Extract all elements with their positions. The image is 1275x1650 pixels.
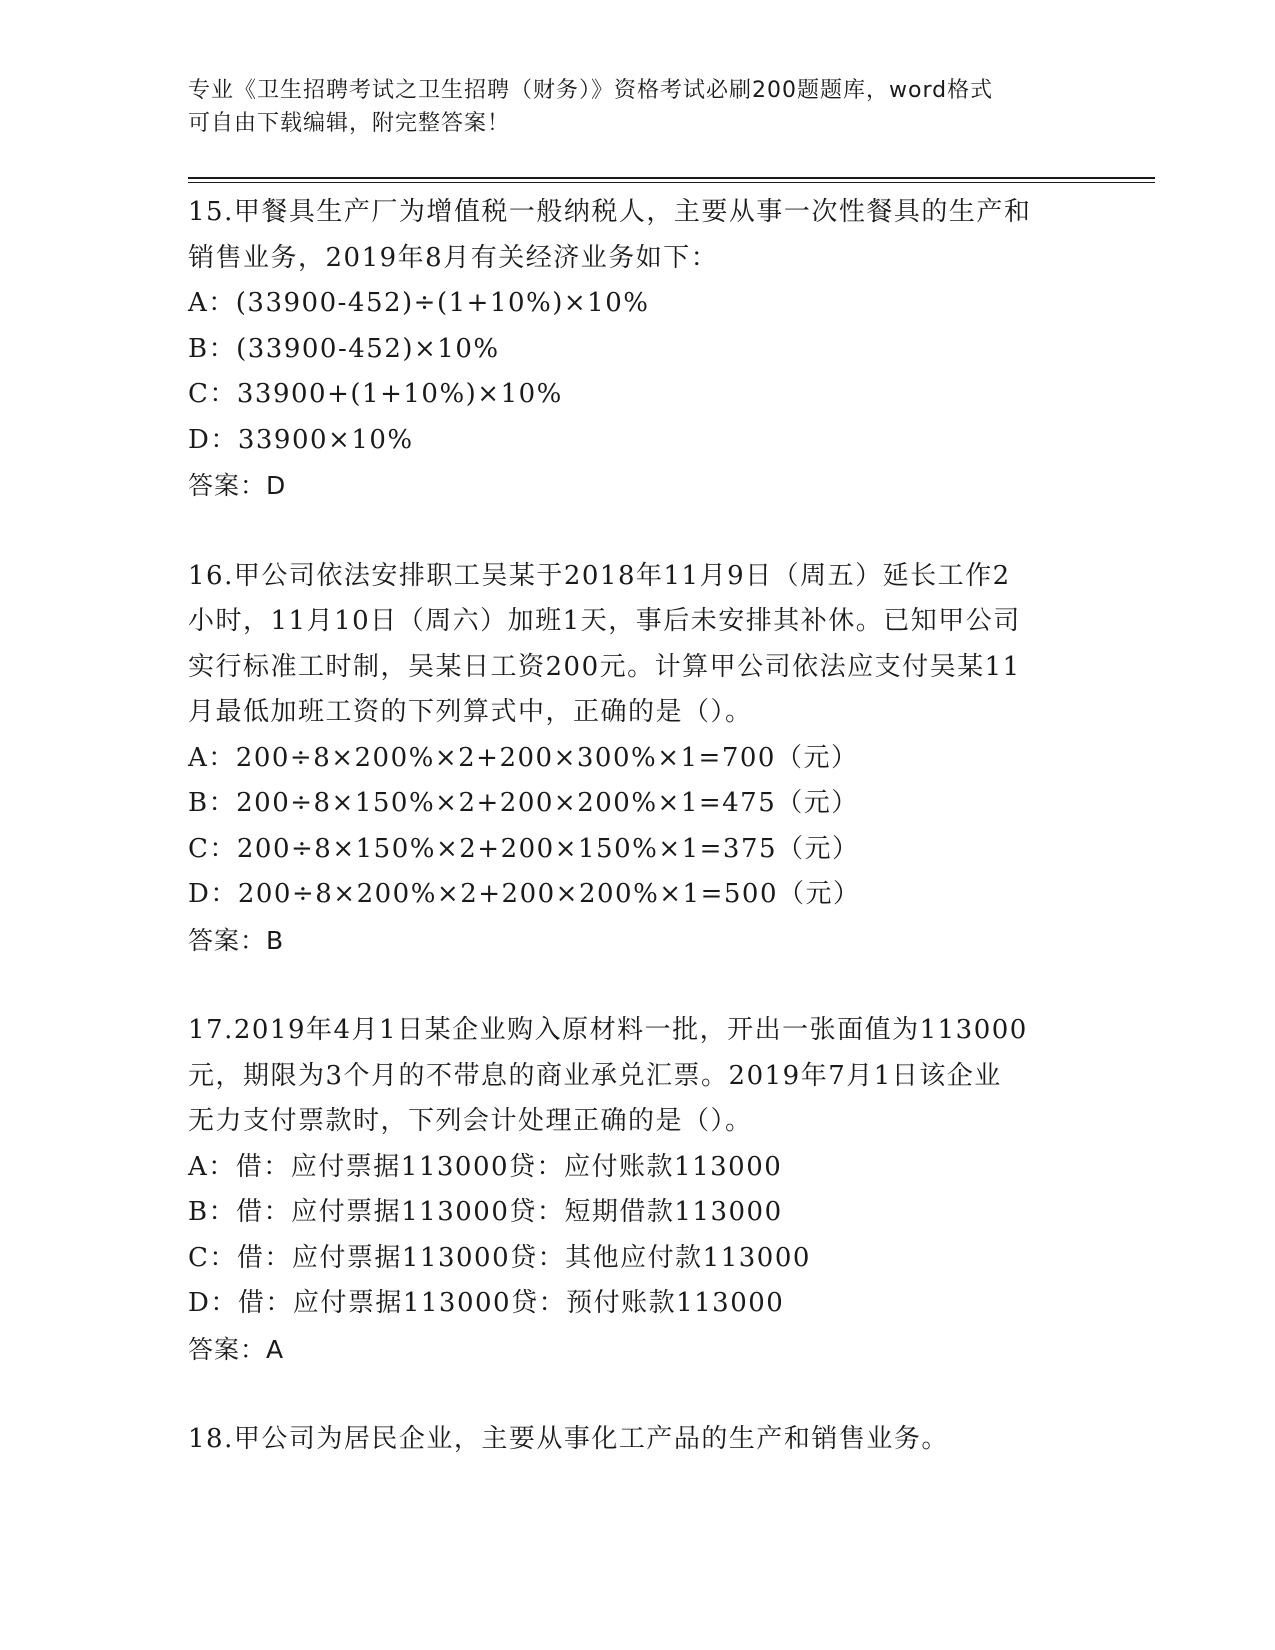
header-line: 专业《卫生招聘考试之卫生招聘（财务）》资格考试必刷200题题库，word格式 [188, 78, 994, 103]
header-divider [188, 177, 1155, 179]
answer: 答案：D [188, 471, 287, 500]
question-text: 18.甲公司为居民企业，主要从事化工产品的生产和销售业务。 [188, 1424, 949, 1454]
option-a: A：(33900-452)÷(1+10%)×10% [188, 288, 650, 318]
question-text: 实行标准工时制，吴某日工资200元。计算甲公司依法应支付吴某11 [188, 651, 1021, 682]
answer: 答案：B [188, 925, 285, 955]
question-17 [188, 1008, 1088, 1372]
option-d: D：借：应付票据113000贷：预付账款113000 [188, 1288, 785, 1318]
answer: 答案：A [188, 1334, 285, 1364]
question-text: 月最低加班工资的下列算式中，正确的是（）。 [188, 697, 753, 727]
option-b: B：借：应付票据113000贷：短期借款113000 [188, 1197, 783, 1227]
option-d: D：33900×10% [188, 424, 414, 455]
question-text: 销售业务，2019年8月有关经济业务如下： [188, 242, 719, 273]
option-c: C：200÷8×150%×2+200×150%×1=375（元） [188, 833, 860, 864]
question-text: 元，期限为3个月的不带息的商业承兑汇票。2019年7月1日该企业 [188, 1060, 1002, 1091]
question-text: 无力支付票款时，下列会计处理正确的是（）。 [188, 1106, 753, 1136]
header-divider-thin [188, 182, 1155, 183]
header-line: 可自由下载编辑，附完整答案！ [188, 111, 511, 136]
option-c: C：33900+(1+10%)×10% [188, 379, 563, 409]
option-b: B：(33900-452)×10% [188, 333, 500, 364]
question-18 [188, 1417, 1088, 1463]
question-15 [188, 190, 1088, 509]
option-a: A：200÷8×200%×2+200×300%×1=700（元） [188, 742, 859, 773]
document-header [188, 74, 1068, 140]
question-text: 小时，11月10日（周六）加班1天，事后未安排其补休。已知甲公司 [188, 606, 1021, 636]
option-d: D：200÷8×200%×2+200×200%×1=500（元） [188, 879, 861, 909]
option-b: B：200÷8×150%×2+200×200%×1=475（元） [188, 788, 859, 818]
question-text: 16.甲公司依法安排职工吴某于2018年11月9日（周五）延长工作2 [188, 560, 1011, 591]
question-16 [188, 554, 1088, 964]
question-text: 15.甲餐具生产厂为增值税一般纳税人，主要从事一次性餐具的生产和 [188, 197, 1032, 227]
question-list [188, 190, 1088, 1508]
question-text: 17.2019年4月1日某企业购入原材料一批，开出一张面值为113000 [188, 1015, 1028, 1045]
option-a: A：借：应付票据113000贷：应付账款113000 [188, 1151, 783, 1182]
option-c: C：借：应付票据113000贷：其他应付款113000 [188, 1242, 811, 1273]
